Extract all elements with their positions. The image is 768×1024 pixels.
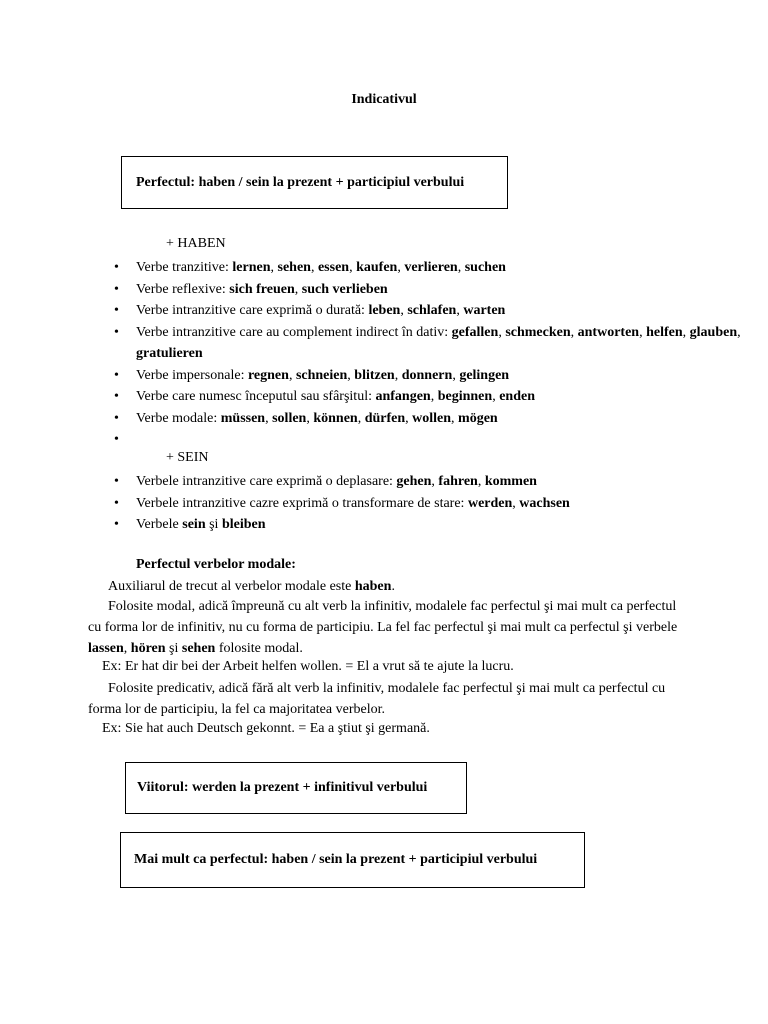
bullet-icon: • <box>114 517 119 532</box>
verb-word: schmecken <box>505 324 571 340</box>
perfect-formula-text: Perfectul: haben / sein la prezent + participiul verbului <box>136 174 465 190</box>
modal-p2-sep2: şi <box>165 640 182 656</box>
item-prefix: Verbele intranzitive cazre exprimă o transformare de stare: <box>136 495 468 511</box>
page-title: Indicativul <box>351 92 417 107</box>
modal-example-1: Ex: Er hat dir bei der Arbeit helfen wollen. = El a vrut să te ajute la lucru. <box>102 659 514 674</box>
item-prefix: Verbe modale: <box>136 410 221 426</box>
verb-word: dürfen <box>364 410 406 426</box>
verb-word: bleiben <box>221 517 266 532</box>
separator: , <box>405 410 413 426</box>
item-prefix: Verbele <box>136 517 183 532</box>
verb-word: essen <box>317 260 350 275</box>
verb-word: leben <box>368 303 401 318</box>
verb-lassen: lassen <box>88 640 124 656</box>
verb-word: schneien <box>295 367 348 383</box>
verb-word: lernen <box>232 260 271 275</box>
verb-word: antworten <box>577 324 640 340</box>
list-item <box>0 514 756 536</box>
modal-paragraph-3: Folosite predicativ, adică fără alt verb la infinitiv, modalele fac perfectul şi mai mult ca perfectul cu forma lor de participiu, la fel ca majoritatea verbelor. <box>88 681 666 717</box>
separator: , <box>477 474 485 489</box>
separator: , <box>270 260 278 275</box>
list-item <box>0 408 756 430</box>
separator: , <box>397 260 405 275</box>
sein-verb-list <box>0 471 756 536</box>
separator: , <box>357 410 365 426</box>
bullet-icon: • <box>114 389 119 404</box>
list-item <box>0 300 756 322</box>
viitor-formula-text: Viitorul: werden la prezent + infinitivul verbului <box>137 780 428 795</box>
verb-word: werden <box>467 495 513 511</box>
bullet-icon: • <box>114 303 119 318</box>
sein-label: + SEIN <box>166 450 209 465</box>
separator: , <box>498 324 506 340</box>
separator: , <box>492 389 500 404</box>
verb-horen: hören <box>130 640 166 656</box>
bullet-icon: • <box>114 281 119 297</box>
item-prefix: Verbe tranzitive: <box>136 260 233 275</box>
verb-word: helfen <box>646 324 683 340</box>
separator: , <box>306 410 314 426</box>
separator: şi <box>205 517 222 532</box>
verb-word: gratulieren <box>136 346 203 361</box>
verb-word: kaufen <box>356 260 398 275</box>
separator: , <box>452 367 460 383</box>
item-prefix: Verbe reflexive: <box>136 281 230 297</box>
mmcp-formula-text: Mai mult ca perfectul: haben / sein la prezent + participiul verbului <box>134 852 538 867</box>
verb-word: sein <box>182 517 206 532</box>
modal-p1-bold: haben <box>354 579 392 594</box>
bullet-icon: • <box>114 432 119 447</box>
modal-p2-end: folosite modal. <box>215 640 303 656</box>
item-prefix: Verbele intranzitive care exprimă o deplasare: <box>136 474 397 489</box>
verb-word: blitzen <box>354 367 395 383</box>
verb-word: fahren <box>438 474 478 489</box>
separator: , <box>451 410 459 426</box>
separator: , <box>349 260 357 275</box>
verb-word: wollen <box>412 410 452 426</box>
bullet-icon: • <box>114 410 119 426</box>
modal-paragraph-1 <box>88 577 688 598</box>
verb-word: beginnen <box>437 389 493 404</box>
verb-word: sollen <box>272 410 307 426</box>
separator: , <box>570 324 578 340</box>
separator: , <box>456 303 464 318</box>
verb-word: suchen <box>464 260 506 275</box>
list-item <box>0 322 756 365</box>
verb-word: schlafen <box>407 303 457 318</box>
modal-paragraph-2 <box>88 597 688 659</box>
separator: , <box>737 324 741 340</box>
separator: , <box>394 367 402 383</box>
mmcp-formula-box <box>120 832 585 888</box>
bullet-icon: • <box>114 495 119 511</box>
haben-label: + HABEN <box>166 236 226 251</box>
modal-p2-text: Folosite modal, adică împreună cu alt verb la infinitiv, modalele fac perfectul şi mai mult ca perfectul cu forma lor de infinitiv, nu cu forma de participiu. La fel fac perfectul şi mai mult ca perfectul şi verbele <box>88 599 678 635</box>
separator: , <box>639 324 647 340</box>
list-item <box>0 471 756 493</box>
separator: , <box>512 495 520 511</box>
verb-word: gefallen <box>451 324 499 340</box>
verb-word: gehen <box>396 474 432 489</box>
separator: , <box>347 367 355 383</box>
verb-word: mögen <box>458 410 498 426</box>
bullet-icon: • <box>114 367 119 383</box>
verb-word: warten <box>463 303 506 318</box>
bullet-icon: • <box>114 474 119 489</box>
verb-sehen: sehen <box>181 640 216 656</box>
item-prefix: Verbe intranzitive care au complement indirect în dativ: <box>136 324 452 340</box>
bullet-icon: • <box>114 260 119 275</box>
verb-word: glauben <box>689 324 738 340</box>
separator: , <box>430 389 438 404</box>
separator: , <box>294 281 302 297</box>
separator: , <box>457 260 465 275</box>
separator: , <box>310 260 318 275</box>
list-item <box>0 257 756 279</box>
item-prefix: Verbe care numesc începutul sau sfârşitul: <box>136 389 376 404</box>
modal-p1-text: Auxiliarul de trecut al verbelor modale este <box>108 579 355 594</box>
separator: , <box>431 474 439 489</box>
list-item <box>0 429 756 451</box>
list-item <box>0 365 756 387</box>
haben-verb-list <box>0 257 756 451</box>
verb-word: sich freuen <box>229 281 295 297</box>
list-item <box>0 279 756 301</box>
modal-example-2: Ex: Sie hat auch Deutsch gekonnt. = Ea a ştiut şi germană. <box>102 721 430 736</box>
item-prefix: Verbe impersonale: <box>136 367 248 383</box>
verb-word: such verlieben <box>301 281 388 297</box>
verb-word: verlieren <box>404 260 458 275</box>
modal-heading: Perfectul verbelor modale: <box>136 557 296 572</box>
verb-word: gelingen <box>459 367 510 383</box>
verb-word: kommen <box>484 474 537 489</box>
modal-p1-end: . <box>391 579 395 594</box>
separator: , <box>265 410 273 426</box>
verb-word: enden <box>499 389 535 404</box>
bullet-icon: • <box>114 324 119 340</box>
verb-word: wachsen <box>519 495 570 511</box>
verb-word: sehen <box>277 260 311 275</box>
item-prefix: Verbe intranzitive care exprimă o durată: <box>136 303 369 318</box>
viitor-formula-box <box>125 762 467 814</box>
separator: , <box>682 324 690 340</box>
separator: , <box>288 367 296 383</box>
verb-word: müssen <box>220 410 266 426</box>
list-item <box>0 493 756 515</box>
modal-p2-sep1: , <box>123 640 131 656</box>
separator: , <box>400 303 408 318</box>
verb-word: donnern <box>401 367 453 383</box>
verb-word: regnen <box>247 367 289 383</box>
verb-word: können <box>313 410 358 426</box>
verb-word: anfangen <box>375 389 431 404</box>
perfect-formula-box <box>121 156 508 209</box>
list-item <box>0 386 756 408</box>
